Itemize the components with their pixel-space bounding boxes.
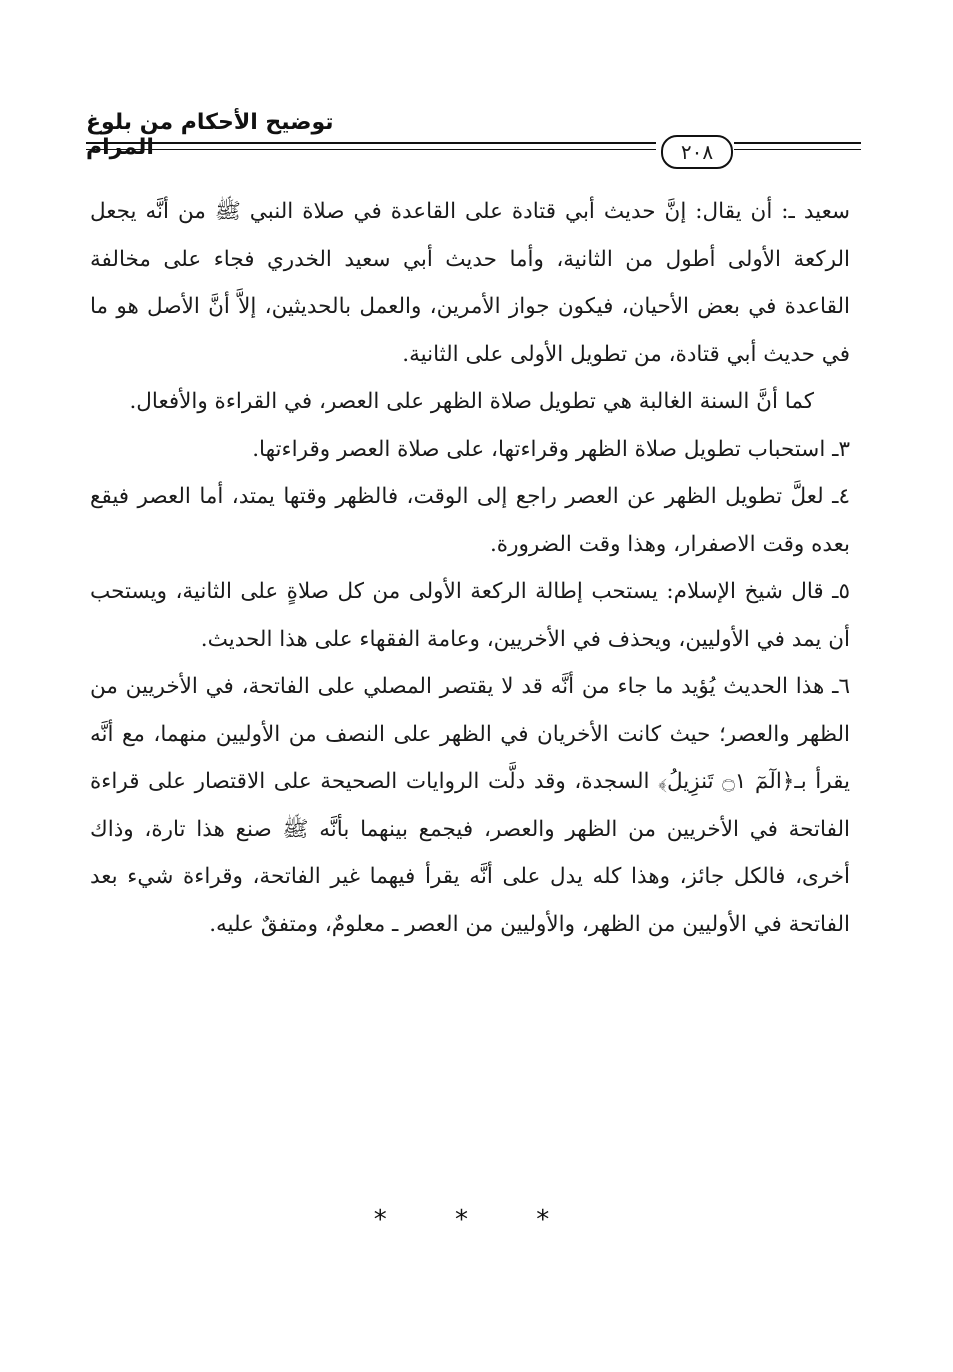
page-body [90,188,850,948]
header-rule-left-bottom [86,149,656,150]
page-header [86,108,861,168]
book-title: توضيح الأحكام من بلوغ المرام [86,110,334,160]
header-rule-left-top [86,142,656,144]
page-number: ٢٠٨ [661,135,733,169]
paragraph-sunnah: كما أنَّ السنة الغالبة هي تطويل صلاة الظهر على العصر، في القراءة والأفعال. [129,389,814,414]
paragraph-continuation: سعيد ـ: أن يقال: إنَّ حديث أبي قتادة على القاعدة في صلاة النبي ﷺ من أنَّه يجعل الركعة الأولى أطول من الثانية، وأما حديث أبي سعيد الخدري فجاء على مخالفة القاعدة في بعض الأحيان، فيكون جواز الأمرين، والعمل بالحديثين، إلاَّ أنَّ الأصل هو ما في حديث أبي قتادة، من تطويل الأولى على الثانية. [90,199,850,367]
header-rule-right-top [734,142,861,144]
section-separator-stars: * * * [373,1205,580,1235]
list-item-4: ٤ـ لعلَّ تطويل الظهر عن العصر راجع إلى الوقت، فالظهر وقتها يمتد، أما العصر فيقع بعده وقت الاصفرار، وهذا وقت الضرورة. [90,484,850,557]
header-rule-right-bottom [734,149,861,150]
list-item-5: ٥ـ قال شيخ الإسلام: يستحب إطالة الركعة الأولى من كل صلاةٍ على الثانية، ويستحب أن يمد في الأوليين، ويحذف في الأخريين، وعامة الفقهاء على هذا الحديث. [90,579,850,652]
list-item-3: ٣ـ استحباب تطويل صلاة الظهر وقراءتها، على صلاة العصر وقراءتها. [252,436,850,462]
list-item-6: ٦ـ هذا الحديث يُؤيد ما جاء من أنَّه قد لا يقتصر المصلي على الفاتحة، في الأخريين من الظهر والعصر؛ حيث كانت الأخريان في الظهر على النصف من الأوليين منهما، مع أنَّه يقرأ بـ﴿الٓمٓ ۝١ تَنزِيلُ﴾ السجدة، وقد دلَّت الروايات الصحيحة على الاقتصار على قراءة الفاتحة في الأخريين من الظهر والعصر، فيجمع بينهما بأنَّه ﷺ صنع هذا تارة، وذاك أخرى، فالكل جائز، وهذا كله يدل على أنَّه يقرأ فيهما غير الفاتحة، وقراءة شيء بعد الفاتحة في الأوليين من الظهر، والأوليين من العصر ـ معلومٌ، ومتفقٌ عليه. [90,674,850,937]
